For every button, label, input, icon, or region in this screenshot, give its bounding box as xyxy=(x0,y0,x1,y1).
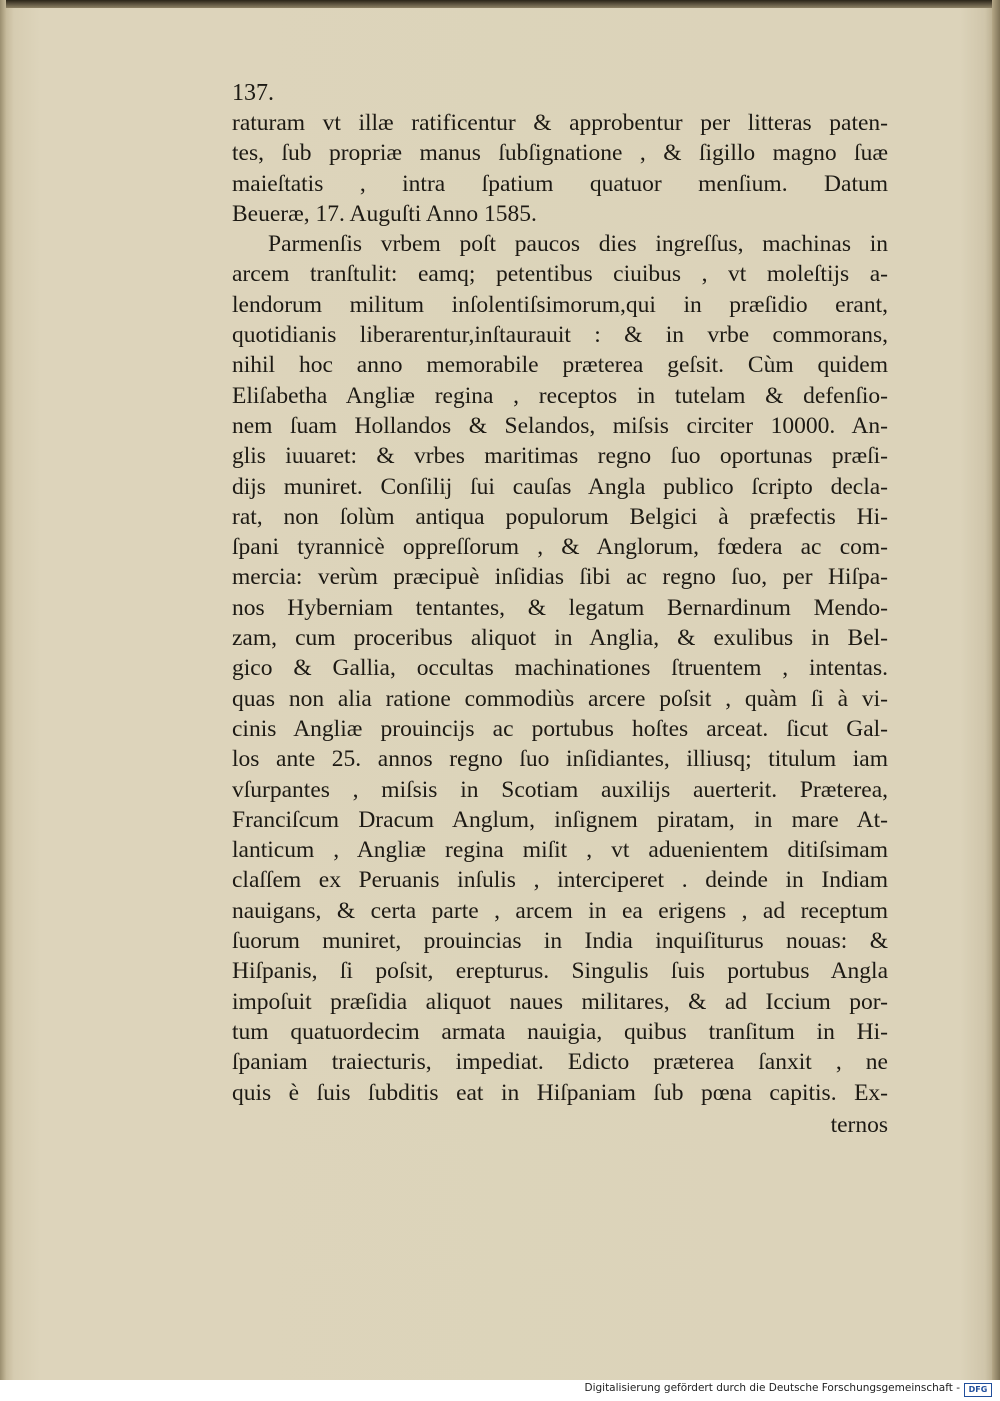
text-line: arcem tranſtulit: eamq; petentibus ciuibus , vt moleſtijs a- xyxy=(232,261,888,288)
text-line: raturam vt illæ ratificentur & approbentur per litteras paten- xyxy=(232,110,888,136)
page-number: 137. xyxy=(232,80,274,106)
text-line: rat, non ſolùm antiqua populorum Belgici à præfectis Hi- xyxy=(232,503,888,530)
text-line: claſſem ex Peruanis inſulis , interciperet . deinde in Indiam xyxy=(232,867,888,894)
text-line: zam, cum proceribus aliquot in Anglia, & exulibus in Bel- xyxy=(232,625,888,652)
text-line: lanticum , Angliæ regina miſit , vt aduenientem ditiſsimam xyxy=(232,837,888,864)
digitization-footer xyxy=(0,1380,1000,1401)
catchword: ternos xyxy=(830,1112,888,1138)
text-line: quas non alia ratione commodiùs arcere poſsit , quàm ſi à vi- xyxy=(232,685,888,712)
text-line: nem ſuam Hollandos & Selandos, miſsis circiter 10000. An- xyxy=(232,412,888,439)
text-line: mercia: verùm præcipuè inſidias ſibi ac regno ſuo, per Hiſpa- xyxy=(232,564,888,591)
text-line: quotidianis liberarentur,inſtaurauit : & in vrbe commorans, xyxy=(232,322,888,349)
text-line: nauigans, & certa parte , arcem in ea erigens , ad receptum xyxy=(232,897,888,924)
text-line: Eliſabetha Angliæ regina , receptos in tutelam & defenſio- xyxy=(232,382,888,409)
body-text xyxy=(232,108,888,1108)
text-line: ſpaniam traiecturis, impediat. Edicto præterea ſanxit , ne xyxy=(232,1049,888,1076)
text-line: nos Hyberniam tentantes, & legatum Bernardinum Mendo- xyxy=(232,594,888,621)
page-right-edge xyxy=(992,0,1000,1380)
funding-credit: Digitalisierung gefördert durch die Deutsche Forschungsgemeinschaft - xyxy=(584,1382,960,1394)
text-line: lendorum militum inſolentiſsimorum,qui in præſidio erant, xyxy=(232,291,888,318)
text-line: cinis Angliæ prouincijs ac portubus hoſtes arceat. ſicut Gal- xyxy=(232,715,888,742)
dfg-logo: DFG xyxy=(964,1383,992,1397)
text-line: Franciſcum Dracum Anglum, inſignem piratam, in mare At- xyxy=(232,806,888,833)
text-line: vſurpantes , miſsis in Scotiam auxilijs auerterit. Præterea, xyxy=(232,776,888,803)
text-line: nihil hoc anno memorabile præterea geſsit. Cùm quidem xyxy=(232,352,888,379)
text-line: glis iuuaret: & vrbes maritimas regno ſuo oportunas præſi- xyxy=(232,443,888,470)
text-line: maieſtatis , intra ſpatium quatuor menſium. Datum xyxy=(232,170,888,197)
text-line: Parmenſis vrbem poſt paucos dies ingreſſus, machinas in xyxy=(268,231,888,258)
text-line: quis è ſuis ſubditis eat in Hiſpaniam ſub pœna capitis. Ex- xyxy=(232,1079,888,1106)
page-left-edge xyxy=(0,0,6,1380)
text-line: Beueræ, 17. Auguſti Anno 1585. xyxy=(232,200,537,227)
text-line: impoſuit præſidia aliquot naues militares, & ad Iccium por- xyxy=(232,988,888,1015)
text-line: dijs muniret. Conſilij ſui cauſas Angla publico ſcripto decla- xyxy=(232,473,888,500)
text-line: Hiſpanis, ſi poſsit, erepturus. Singulis ſuis portubus Angla xyxy=(232,958,888,985)
text-line: ſpani tyrannicè oppreſſorum , & Anglorum, fœdera ac com- xyxy=(232,534,888,561)
text-line: los ante 25. annos regno ſuo inſidiantes, illiusq; titulum iam xyxy=(232,746,888,773)
page-top-edge xyxy=(0,0,1000,8)
text-line: gico & Gallia, occultas machinationes ſtruentem , intentas. xyxy=(232,655,888,682)
text-line: tum quatuordecim armata nauigia, quibus tranſitum in Hi- xyxy=(232,1018,888,1045)
text-line: tes, ſub propriæ manus ſubſignatione , & ſigillo magno ſuæ xyxy=(232,140,888,167)
text-line: ſuorum muniret, prouincias in India inquiſiturus nouas: & xyxy=(232,928,888,955)
